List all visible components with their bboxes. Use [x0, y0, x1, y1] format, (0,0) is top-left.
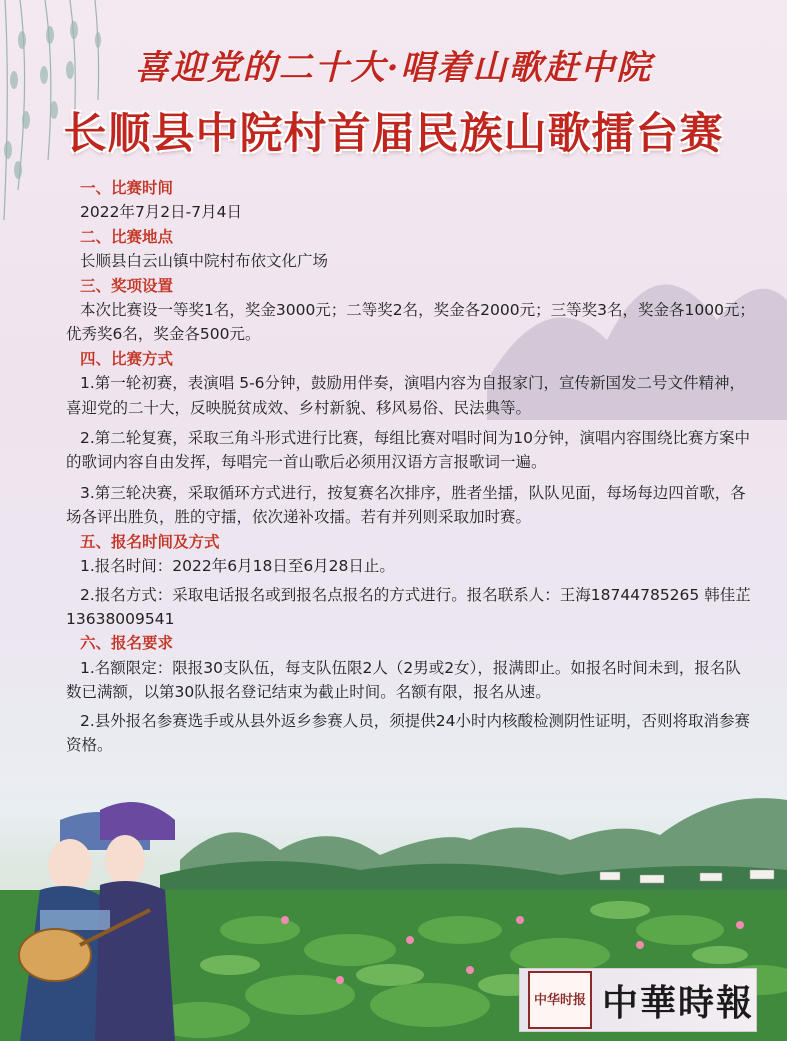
- section-heading: 六、报名要求: [80, 634, 174, 653]
- section-paragraph: 2.报名方式：采取电话报名或到报名点报名的方式进行。报名联系人：王海18744785265 韩佳芷13638009541: [66, 585, 751, 628]
- logo-seal: [528, 971, 592, 1029]
- notice-body: [66, 176, 756, 757]
- section-paragraph: 1.第一轮初赛，表演唱 5-6分钟，鼓励用伴奏，演唱内容为自报家门，宣传新国发二号文件精神，喜迎党的二十大，反映脱贫成效、乡村新貌、移风易俗、民法典等。: [66, 374, 746, 417]
- section-paragraph: 本次比赛设一等奖1名，奖金3000元；二等奖2名，奖金各2000元；三等奖3名，奖金各1000元；优秀奖6名，奖金各500元。: [66, 301, 755, 344]
- page-title: 长顺县中院村首届民族山歌擂台赛: [63, 109, 724, 159]
- section-heading: 五、报名时间及方式: [80, 532, 220, 551]
- section-heading: 四、比赛方式: [80, 349, 174, 368]
- section-paragraph: 3.第三轮决赛，采取循环方式进行，按复赛名次排序，胜者坐擂，队队见面，每场每边四首歌，各场各评出胜负，胜的守擂，依次递补攻擂。若有并列则采取加时赛。: [66, 483, 746, 527]
- slogan-heading: 喜迎党的二十大·唱着山歌赶中院: [134, 48, 653, 88]
- section-paragraph: 2.县外报名参赛选手或从县外返乡参赛人员，须提供24小时内核酸检测阴性证明，否则将取消参赛资格。: [66, 711, 751, 754]
- newspaper-logo: [519, 968, 757, 1032]
- section-heading: 一、比赛时间: [80, 179, 174, 197]
- logo-seal-text: 中华时报: [533, 992, 586, 1008]
- section-paragraph: 长顺县白云山镇中院村布依文化广场: [80, 252, 329, 271]
- section-paragraph: 2022年7月2日-7月4日: [80, 203, 242, 222]
- section-heading: 三、奖项设置: [80, 276, 174, 295]
- section-heading: 二、比赛地点: [80, 227, 174, 246]
- section-paragraph: 2.第二轮复赛，采取三角斗形式进行比赛，每组比赛对唱时间为10分钟，演唱内容围绕比赛方案中的歌词内容自由发挥，每唱完一首山歌后必须用汉语方言报歌词一遍。: [66, 429, 751, 472]
- section-paragraph: 1.名额限定：限报30支队伍，每支队伍限2人（2男或2女），报满即止。如报名时间未到，报名队数已满额，以第30队报名登记结束为截止时间。名额有限，报名从速。: [66, 658, 741, 702]
- logo-text: 中華時報: [602, 981, 755, 1024]
- section-paragraph: 1.报名时间：2022年6月18日至6月28日止。: [80, 557, 395, 576]
